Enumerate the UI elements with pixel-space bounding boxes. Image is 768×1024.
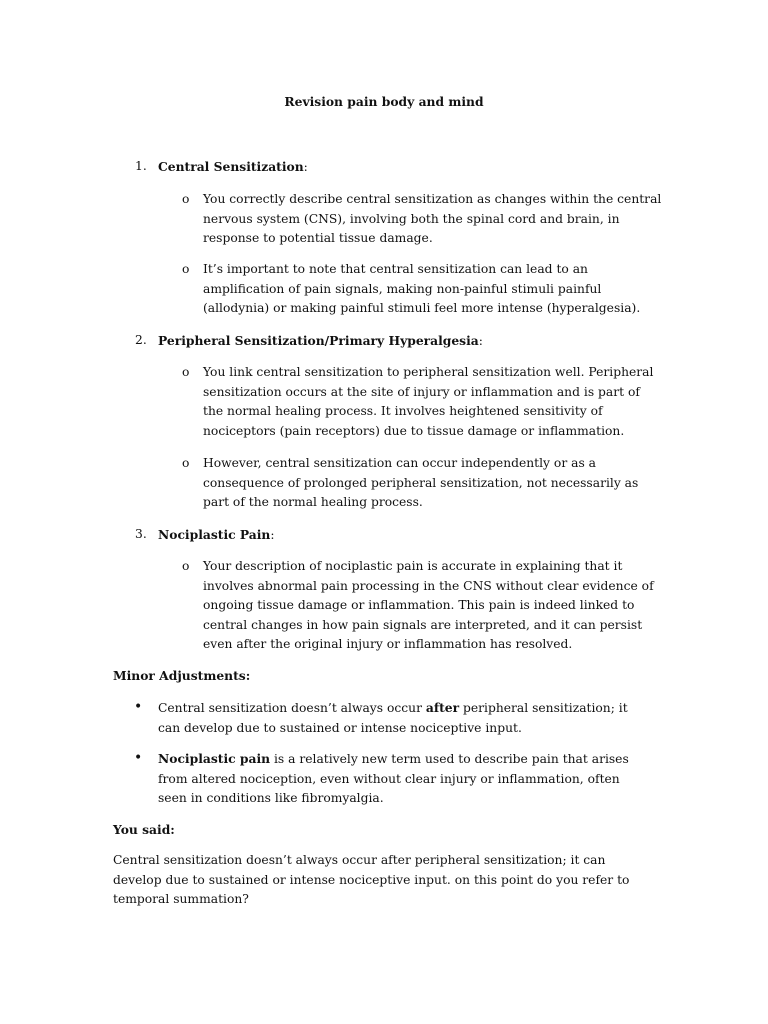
section-1-point-1-text: You correctly describe central sensitization as changes within the central nervous system (CNS), involving both the spinal cord and brain, in response to potential tissue damage. xyxy=(203,192,662,245)
section-3-point-1-text: Your description of nociplastic pain is accurate in explaining that it involves abnormal pain processing in the CNS without clear evidence of ongoing tissue damage or inflammation. This pain is indeed linked to central changes in how pain signals are interpreted, and it can persist even after the original injury or inflammation has resolved. xyxy=(203,559,654,651)
section-1-point-2-text: It’s important to note that central sensitization can lead to an amplification of pain signals, making non-painful stimuli painful (allodynia) or making painful stimuli feel more intense (hyperalgesia). xyxy=(203,262,641,315)
section-1-heading-colon: : xyxy=(303,160,308,174)
section-3-heading xyxy=(158,525,275,545)
you-said-text: Central sensitization doesn’t always occur after peripheral sensitization; it can develop due to sustained or intense nociceptive input. on this point do you refer to temporal summation? xyxy=(113,853,630,906)
section-2-point-2-marker: o xyxy=(182,456,190,470)
minor-adjustments-heading: Minor Adjustments: xyxy=(113,668,251,683)
section-1-point-2-marker: o xyxy=(182,262,190,276)
section-2-heading xyxy=(158,331,483,351)
section-3-number: 3. xyxy=(135,527,147,541)
minor-item-2-bullet: • xyxy=(134,750,143,766)
section-3-point-1-marker: o xyxy=(182,559,190,573)
section-2-heading-text: Peripheral Sensitization/Primary Hyperalgesia xyxy=(158,333,479,348)
document-title: Revision pain body and mind xyxy=(284,94,484,109)
section-3-heading-colon: : xyxy=(270,528,275,542)
section-1-point-1-marker: o xyxy=(182,192,190,206)
minor-item-1-text xyxy=(158,698,648,738)
section-3-heading-text: Nociplastic Pain xyxy=(158,527,271,542)
section-2-point-1-marker: o xyxy=(182,365,190,379)
section-2-heading-colon: : xyxy=(478,334,483,348)
section-2-point-2-text: However, central sensitization can occur independently or as a consequence of prolonged peripheral sensitization, not necessarily as part of the normal healing process. xyxy=(203,456,639,509)
section-1-heading xyxy=(158,157,308,177)
section-1-heading-text: Central Sensitization xyxy=(158,159,304,174)
minor-item-1-bullet: • xyxy=(134,699,143,715)
section-2-number: 2. xyxy=(135,333,147,347)
minor-item-2-after: is a relatively new term used to describe pain that arises from altered nociception, even without clear injury or inflammation, often seen in conditions like fibromyalgia. xyxy=(158,752,629,805)
minor-item-2-emphasis: Nociplastic pain xyxy=(158,751,271,766)
section-2-point-1-text: You link central sensitization to peripheral sensitization well. Peripheral sensitization occurs at the site of injury or inflammation and is part of the normal healing process. It involves heightened sensitivity of nociceptors (pain receptors) due to tissue damage or inflammation. xyxy=(203,365,654,438)
section-1-number: 1. xyxy=(135,159,147,173)
minor-item-1-after: peripheral sensitization; it can develop due to sustained or intense nociceptive input. xyxy=(158,701,628,735)
minor-item-1-emphasis: after xyxy=(425,700,460,715)
you-said-heading: You said: xyxy=(113,822,175,837)
minor-item-2-text xyxy=(158,749,648,809)
minor-item-1-before: Central sensitization doesn’t always occur xyxy=(158,701,426,715)
